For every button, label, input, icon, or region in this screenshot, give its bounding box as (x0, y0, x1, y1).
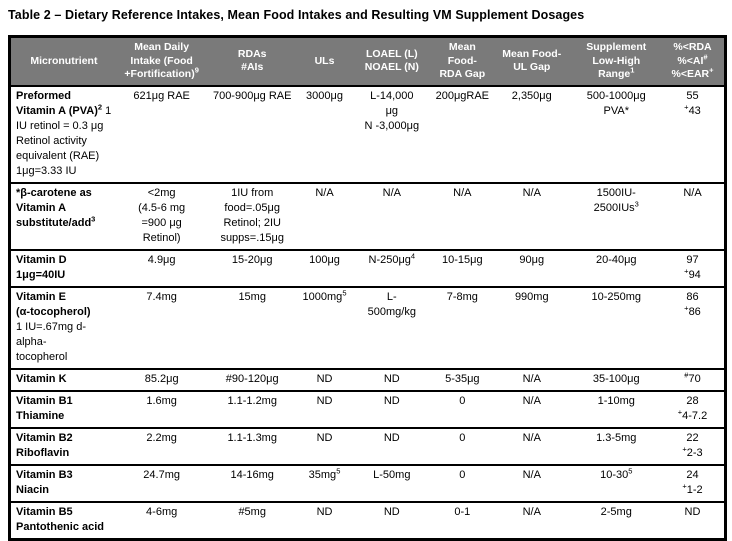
column-header-0: Micronutrient (10, 37, 117, 86)
table-cell: 2,350μg (511, 89, 552, 102)
table-cell: 10-250mg (572, 287, 662, 369)
table-cell: 15mg (206, 287, 298, 369)
table-row (10, 287, 726, 369)
table-cell: 2-5mg (572, 502, 662, 540)
table-cell: ND (298, 391, 351, 428)
column-header-3: ULs (298, 37, 351, 86)
table-cell: N/A (492, 502, 571, 540)
table-title: Table 2 – Dietary Reference Intakes, Mean Food Intakes and Resulting VM Supplement Dosages (8, 8, 585, 22)
table-row (10, 86, 726, 183)
table-cell: 700-900μg RAE (212, 89, 292, 102)
table-cell: $1000mg^5$ (298, 287, 351, 369)
table-cell: #5mg (206, 502, 298, 540)
table-cell: 28 +4-7.2 (661, 391, 726, 428)
table-cell: ND (298, 369, 351, 391)
table-row (10, 428, 726, 465)
table-cell: 1.1-1.3mg (206, 428, 298, 465)
table-cell: 621μg RAE (133, 89, 190, 102)
table-row (10, 250, 726, 287)
micronutrient-cell: Vitamin D 1μg=40IU (10, 250, 117, 287)
table-cell: 5-35μg (433, 369, 492, 391)
table-cell: ND (351, 502, 433, 540)
micronutrient-cell: Vitamin K (10, 369, 117, 391)
table-cell: 990mg (492, 287, 571, 369)
table-cell: ND (351, 369, 433, 391)
table-cell: 22 +2-3 (661, 428, 726, 465)
dietary-reference-table (8, 35, 727, 541)
table-cell: 3000μg (306, 89, 343, 102)
table-cell: ND (298, 502, 351, 540)
table-cell: 7-8mg (433, 287, 492, 369)
table-cell: ND (298, 428, 351, 465)
table-header-row (10, 37, 726, 86)
table-cell: 15-20μg (206, 250, 298, 287)
table-cell: 97 +94 (661, 250, 726, 287)
table-cell: N/A (661, 183, 726, 250)
table-cell: 1-10mg (572, 391, 662, 428)
column-header-1: Mean Daily Intake (Food +Fortification)$^9$ (117, 37, 207, 86)
table-cell: 0 (433, 428, 492, 465)
table-cell: ND (351, 391, 433, 428)
table-cell: ND (351, 428, 433, 465)
table-cell: $10-30^5$ (572, 465, 662, 502)
table-cell: N/A (351, 183, 433, 250)
table-row (10, 183, 726, 250)
table-cell: 10-15μg (433, 250, 492, 287)
table-cell: 35-100μg (572, 369, 662, 391)
table-cell: #90-120μg (206, 369, 298, 391)
micronutrient-cell: Vitamin B2 Riboflavin (10, 428, 117, 465)
table-cell: 20-40μg (572, 250, 662, 287)
table-cell: <2mg (4.5-6 mg =900 μg Retinol) (117, 183, 207, 250)
table-cell: 100μg (298, 250, 351, 287)
table-cell: #70 (661, 369, 726, 391)
table-cell: 4-6mg (117, 502, 207, 540)
table-cell: 90μg (492, 250, 571, 287)
column-header-4: LOAEL (L) NOAEL (N) (351, 37, 433, 86)
table-cell: 24.7mg (117, 465, 207, 502)
table-cell: N/A (492, 465, 571, 502)
column-header-8: %<RDA %<AI# %<EAR+ (661, 37, 726, 86)
table-cell: 14-16mg (206, 465, 298, 502)
table-cell: 4.9μg (117, 250, 207, 287)
table-cell: 1.1-1.2mg (206, 391, 298, 428)
table-cell: 200μgRAE (435, 89, 490, 102)
table-cell: L-14,000 μg N -3,000μg (364, 89, 420, 132)
table-cell: 85.2μg (117, 369, 207, 391)
table-cell: 0-1 (433, 502, 492, 540)
table-cell: 1500IU- 2500IUs$^3$ (572, 183, 662, 250)
column-header-5: Mean Food- RDA Gap (433, 37, 492, 86)
table-row (10, 465, 726, 502)
table-cell: L-50mg (351, 465, 433, 502)
micronutrient-cell: Vitamin B5 Pantothenic acid (10, 502, 117, 540)
column-header-6: Mean Food- UL Gap (492, 37, 571, 86)
table-cell: 0 (433, 465, 492, 502)
micronutrient-cell: Vitamin B3 Niacin (10, 465, 117, 502)
table-cell: 1.3-5mg (572, 428, 662, 465)
table-row (10, 369, 726, 391)
table-row (10, 502, 726, 540)
table-cell: ND (661, 502, 726, 540)
table-cell: $N-250\mu g^4$ (351, 250, 433, 287)
table-cell: 2.2mg (117, 428, 207, 465)
table-cell: N/A (492, 183, 571, 250)
table-cell: N/A (433, 183, 492, 250)
table-cell: 7.4mg (117, 287, 207, 369)
micronutrient-cell: Vitamin B1 Thiamine (10, 391, 117, 428)
table-cell: 500-1000μg PVA* (586, 89, 646, 117)
table-cell: 86 +86 (661, 287, 726, 369)
table-cell: $35mg^5$ (298, 465, 351, 502)
micronutrient-cell: Vitamin E (α-tocopherol) 1 IU=.67mg d- alpha- tocopherol (10, 287, 117, 369)
table-row (10, 391, 726, 428)
table-cell: N/A (492, 369, 571, 391)
micronutrient-cell: Preformed Vitamin A (PVA)$^2$ 1 IU retinol = 0.3 μg Retinol activity equivalent (RAE) 1μg=3.33 IU (16, 89, 112, 177)
table-cell: N/A (492, 391, 571, 428)
table-cell: N/A (492, 428, 571, 465)
table-cell: N/A (298, 183, 351, 250)
micronutrient-cell: *β-carotene as Vitamin A substitute/add$^3$ (10, 183, 117, 250)
table-cell: 1IU from food=.05μg Retinol; 2IU supps=.15μg (206, 183, 298, 250)
table-cell: 1.6mg (117, 391, 207, 428)
table-cell: L- 500mg/kg (351, 287, 433, 369)
table-cell: 24 +1-2 (661, 465, 726, 502)
column-header-7: Supplement Low-High Range$^1$ (572, 37, 662, 86)
table-body (10, 86, 726, 540)
table-cell: 55 +43 (684, 89, 701, 117)
column-header-2: RDAs #AIs (206, 37, 298, 86)
table-cell: 0 (433, 391, 492, 428)
